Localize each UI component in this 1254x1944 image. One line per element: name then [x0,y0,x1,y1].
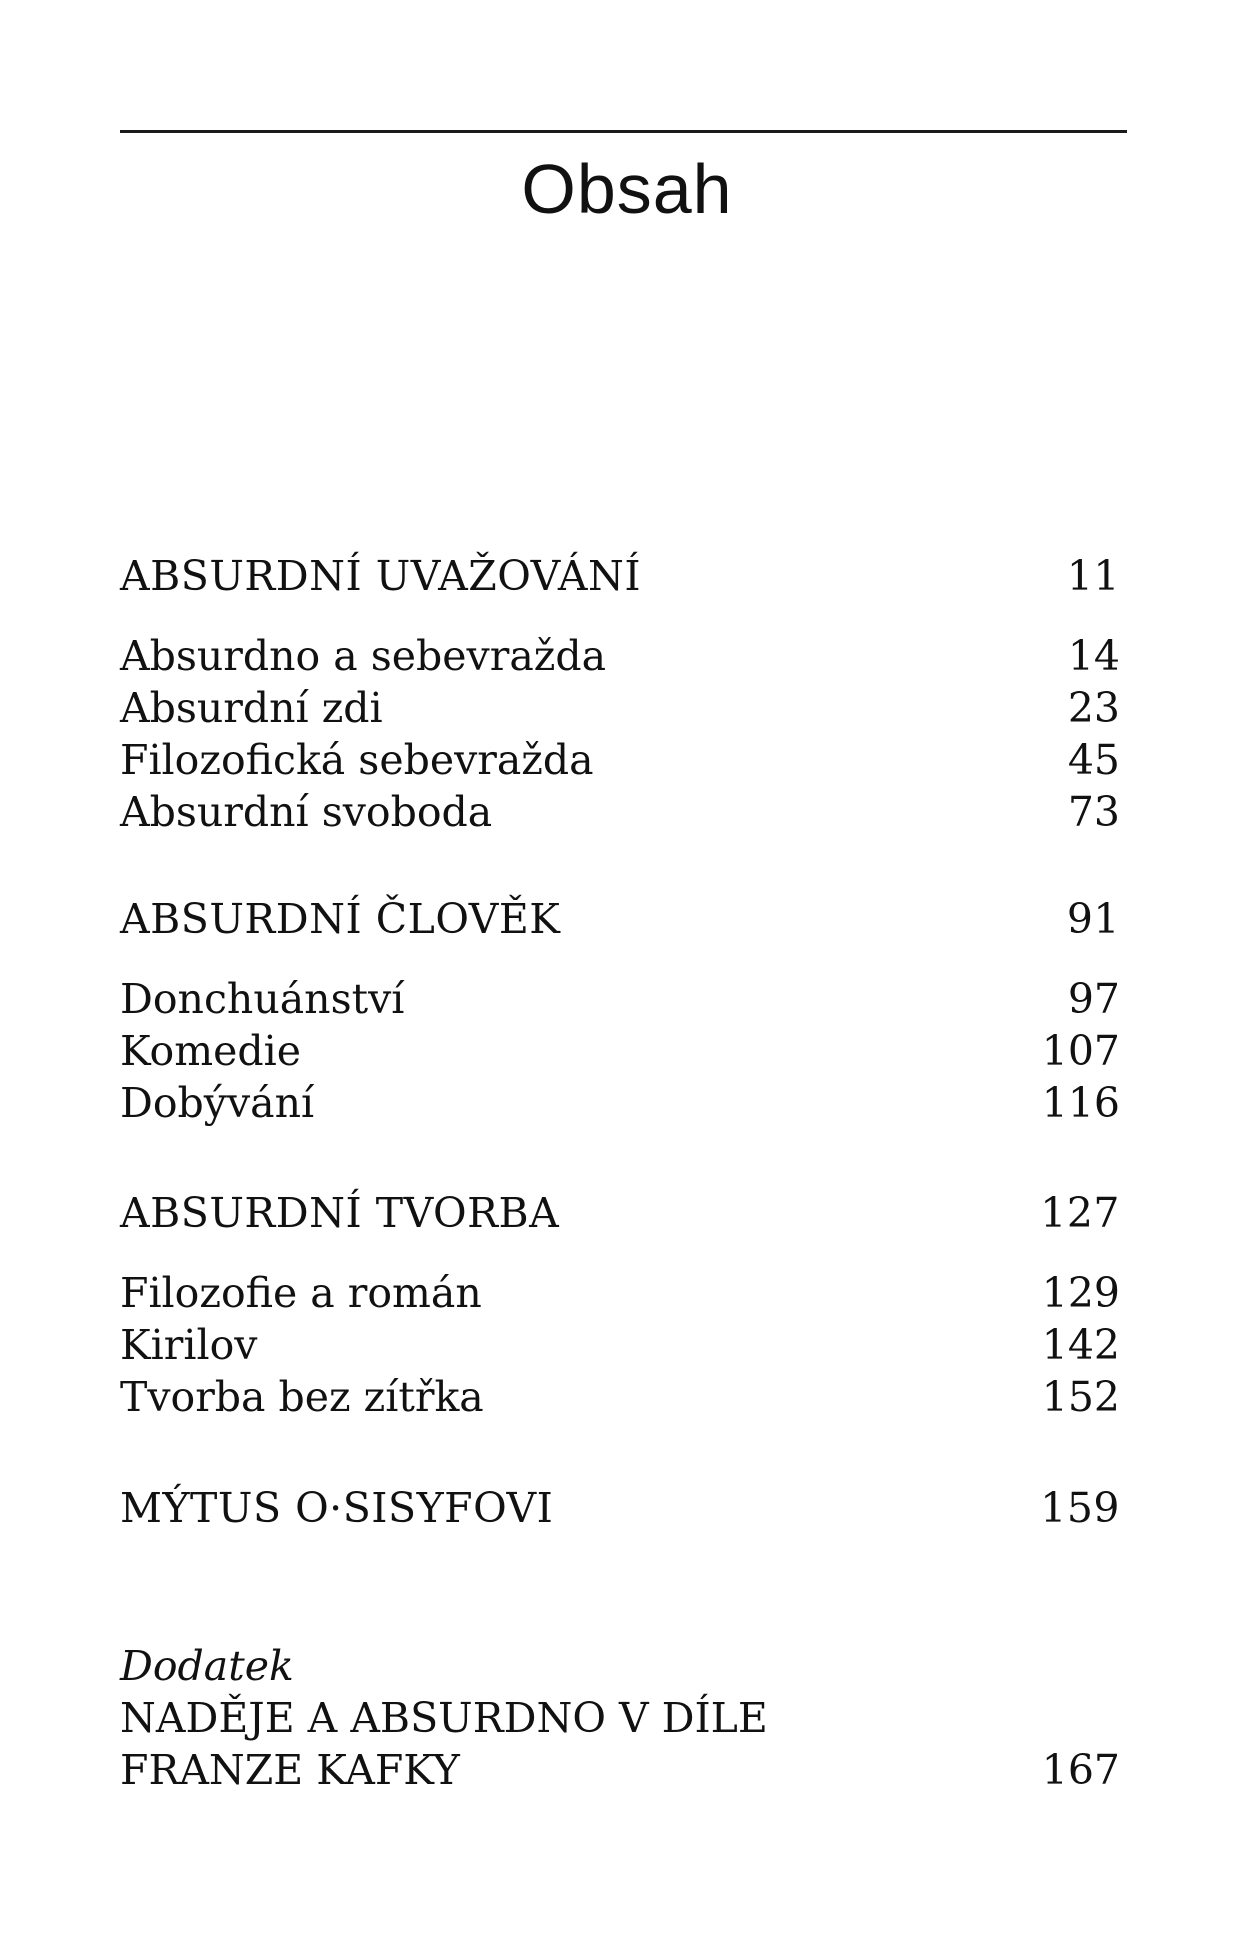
toc-page-number: 167 [1041,1746,1120,1794]
toc-entry[interactable] [120,1319,1120,1371]
toc-part-heading[interactable] [120,550,1120,602]
toc-entry-label: Donchuánství [120,975,405,1023]
top-rule [120,130,1127,133]
toc-entry[interactable] [120,1025,1120,1077]
toc-part-heading[interactable] [120,1187,1120,1239]
toc-entry-label: Komedie [120,1027,301,1075]
toc-entry-label: Filozofická sebevražda [120,736,594,784]
toc-page-number: 23 [1067,684,1120,732]
toc-page-number: 116 [1041,1079,1120,1127]
toc-entry-label: Filozofie a román [120,1269,482,1317]
toc-entry-label: ABSURDNÍ ČLOVĚK [120,895,561,943]
toc-section-1-items [120,630,1120,838]
toc-entry[interactable] [120,734,1120,786]
toc-entry-label: ABSURDNÍ UVAŽOVÁNÍ [120,552,642,600]
toc-section-2-items [120,973,1120,1129]
toc-entry[interactable] [120,1267,1120,1319]
toc-page-number: 127 [1040,1189,1120,1237]
toc-entry-label: MÝTUS O·SISYFOVI [120,1484,554,1532]
toc-page-number: 129 [1041,1269,1120,1317]
toc-page-number: 97 [1067,975,1120,1023]
page-title: Obsah [521,150,733,228]
toc-part-heading[interactable] [120,893,1120,945]
toc-appendix [120,1640,1120,1796]
toc-page-number: 159 [1040,1484,1120,1532]
toc-entry-label: ABSURDNÍ TVORBA [120,1189,560,1237]
toc-page-number: 91 [1066,895,1120,943]
toc-entry[interactable] [120,630,1120,682]
appendix-label: Dodatek [120,1642,294,1690]
toc-entry-label: Absurdno a sebevražda [120,632,607,680]
toc-entry[interactable] [120,973,1120,1025]
toc-entry-label: NADĚJE A ABSURDNO V DÍLE [120,1694,768,1742]
toc-page-number: 107 [1041,1027,1120,1075]
toc-part-heading[interactable] [120,1482,1120,1534]
toc-entry-label: FRANZE KAFKY [120,1746,460,1794]
toc-section-1 [120,550,1120,602]
toc-entry-label: Kirilov [120,1321,258,1369]
toc-section-3-items [120,1267,1120,1423]
toc-section-4 [120,1482,1120,1534]
toc-page-number: 14 [1067,632,1120,680]
toc-page-number: 45 [1067,736,1120,784]
toc-page-number: 73 [1067,788,1120,836]
appendix-title-line-1[interactable] [120,1692,1120,1744]
toc-entry[interactable] [120,1077,1120,1129]
toc-entry[interactable] [120,1371,1120,1423]
appendix-title-line-2[interactable] [120,1744,1120,1796]
toc-entry-label: Tvorba bez zítřka [120,1373,484,1421]
toc-entry[interactable] [120,682,1120,734]
toc-page-number: 11 [1066,552,1120,600]
toc-page-number: 142 [1041,1321,1120,1369]
toc-entry[interactable] [120,786,1120,838]
toc-page-number: 152 [1041,1373,1120,1421]
appendix-label-row [120,1640,1120,1692]
toc-section-2 [120,893,1120,945]
toc-entry-label: Dobývání [120,1079,315,1127]
toc-section-3 [120,1187,1120,1239]
toc-entry-label: Absurdní zdi [120,684,383,732]
toc-entry-label: Absurdní svoboda [120,788,493,836]
